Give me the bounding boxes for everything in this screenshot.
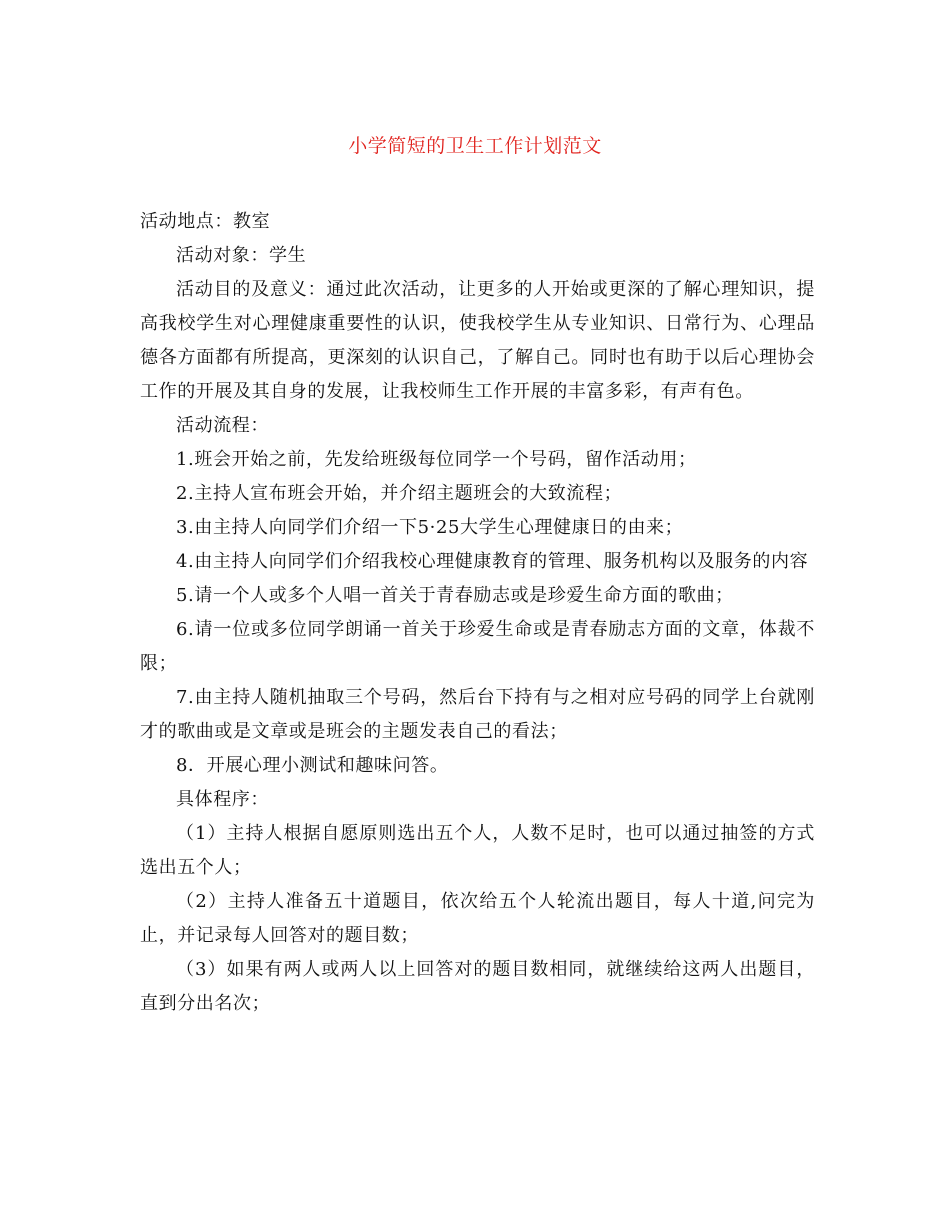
process-step-2: 2.主持人宣布班会开始，并介绍主题班会的大致流程； <box>176 483 623 504</box>
procedure-item-3: （3）如果有两人或两人以上回答对的题目数相同，就继续给这两人出题目，直到分出名次； <box>140 959 815 1014</box>
paragraph-process-heading: 活动流程： <box>176 415 269 436</box>
process-step-4: 4.由主持人向同学们介绍我校心理健康教育的管理、服务机构以及服务的内容 <box>176 551 809 572</box>
paragraph-location: 活动地点：教室 <box>140 211 271 232</box>
paragraph-purpose: 活动目的及意义：通过此次活动，让更多的人开始或更深的了解心理知识，提高我校学生对心理健康重要性的认识，使我校学生从专业知识、日常行为、心理品德各方面都有所提高，更深刻的认识自己，了解自己。同时也有助于以后心理协会工作的开展及其自身的发展，让我校师生工作开展的丰富多彩，有声有色。 <box>140 279 815 402</box>
paragraph-procedure-heading: 具体程序： <box>176 789 269 810</box>
procedure-item-2: （2）主持人准备五十道题目，依次给五个人轮流出题目，每人十道,问完为止，并记录每人回答对的题目数； <box>140 891 815 946</box>
process-step-6: 6.请一位或多位同学朗诵一首关于珍爱生命或是青春励志方面的文章，体裁不限； <box>140 619 815 674</box>
paragraph-audience: 活动对象：学生 <box>176 245 307 266</box>
process-step-3: 3.由主持人向同学们介绍一下5·25大学生心理健康日的由来； <box>176 517 684 538</box>
process-step-1: 1.班会开始之前，先发给班级每位同学一个号码，留作活动用； <box>176 449 697 470</box>
document-title: 小学简短的卫生工作计划范文 <box>348 135 602 157</box>
procedure-item-1: （1）主持人根据自愿原则选出五个人，人数不足时，也可以通过抽签的方式选出五个人； <box>140 823 815 878</box>
document-body <box>140 205 815 1021</box>
process-step-8: 8．开展心理小测试和趣味问答。 <box>176 755 449 776</box>
process-step-5: 5.请一个人或多个人唱一首关于青春励志或是珍爱生命方面的歌曲； <box>176 585 734 606</box>
process-step-7: 7.由主持人随机抽取三个号码，然后台下持有与之相对应号码的同学上台就刚才的歌曲或是文章或是班会的主题发表自己的看法； <box>140 687 815 742</box>
